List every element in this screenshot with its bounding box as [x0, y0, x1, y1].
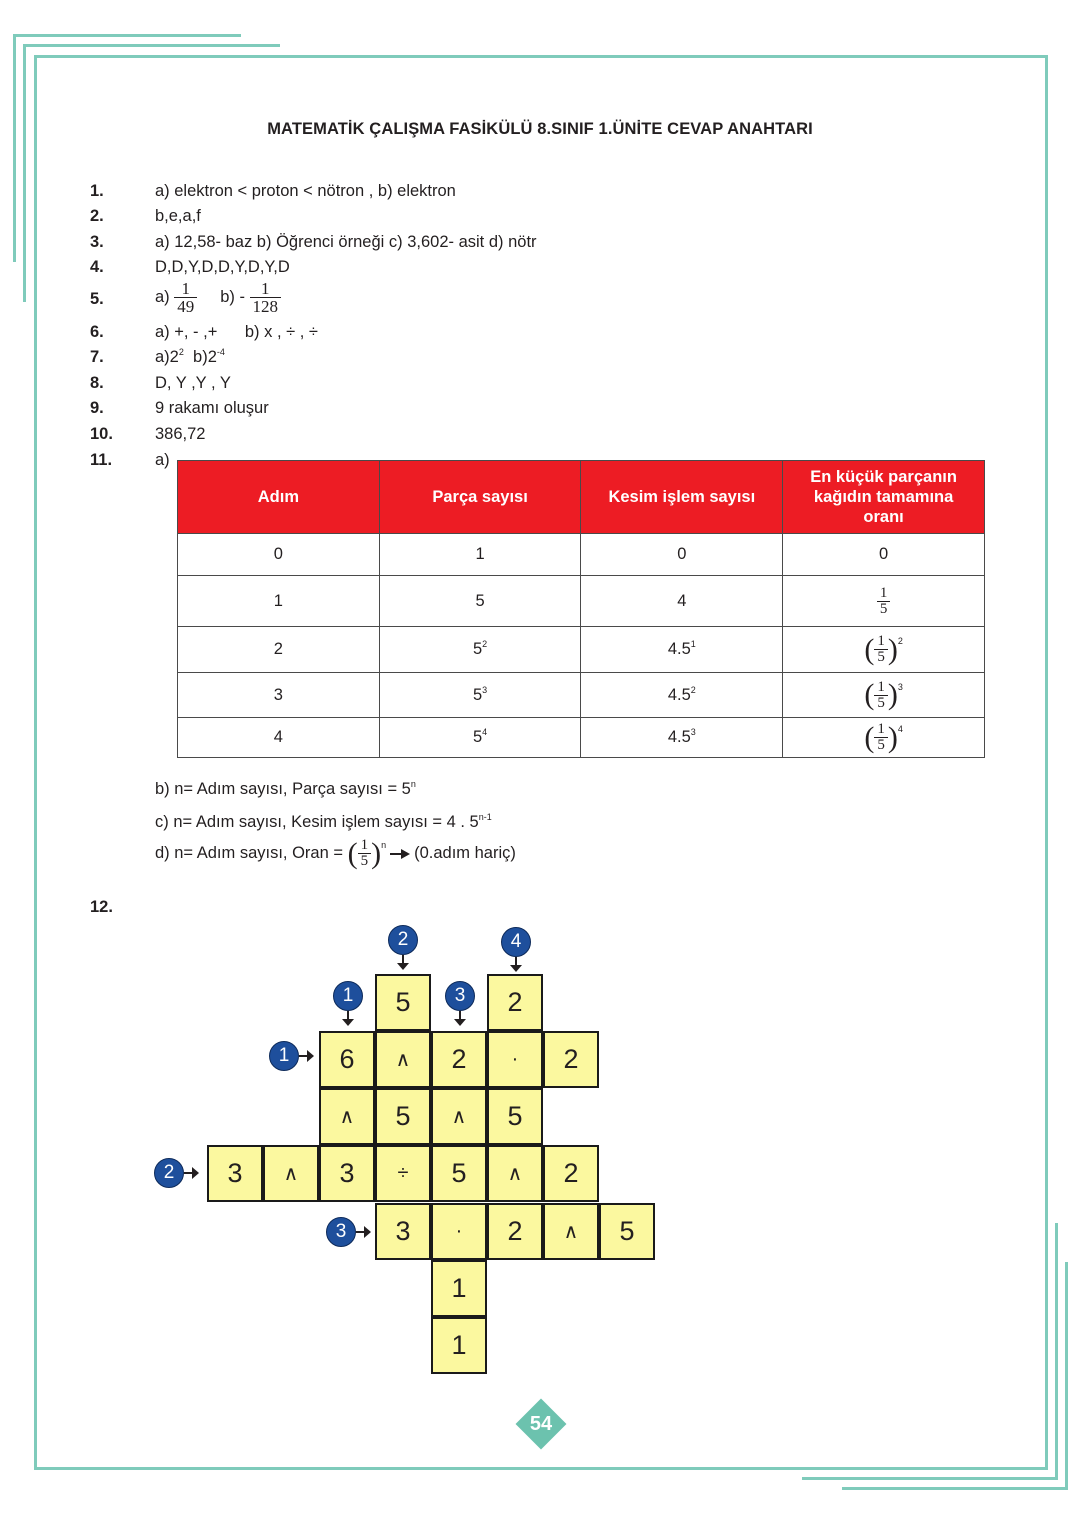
puzzle-cell: ∧ — [263, 1145, 319, 1202]
column-header-kesim: Kesim işlem sayısı — [581, 461, 783, 534]
page-number: 54 — [529, 1413, 553, 1435]
answer-number: 11. — [90, 451, 113, 469]
arrow-down-icon — [347, 1011, 349, 1021]
table-row — [178, 673, 985, 718]
sub-answer-text: b) n= Adım sayısı, Parça sayısı = 5 — [155, 780, 411, 798]
base: 4.5 — [667, 640, 691, 658]
column-header-adim: Adım — [178, 461, 380, 534]
cell-adim: 3 — [178, 673, 380, 718]
exponent: 2 — [178, 347, 184, 357]
fraction — [358, 838, 372, 869]
exponent: n — [381, 840, 387, 850]
border-line — [13, 34, 241, 37]
base: 5 — [472, 640, 483, 658]
power-fraction: ( $\frac{1}{5}$ ) n — [347, 836, 387, 870]
cell-parca — [379, 718, 581, 758]
answer-number: 8. — [90, 374, 104, 392]
across-clue-badge: 1 — [269, 1041, 299, 1071]
numerator: 1 — [358, 838, 372, 854]
q11-sub-d — [155, 838, 516, 869]
table-header-row — [178, 461, 985, 534]
border-line — [1065, 1262, 1068, 1490]
arrow-right-icon — [299, 1055, 309, 1057]
answer-text: 9 rakamı oluşur — [155, 399, 269, 417]
cell-adim: 4 — [178, 718, 380, 758]
puzzle-cell: · — [487, 1031, 543, 1088]
sub-answer-note: (0.adım hariç) — [414, 844, 516, 862]
answer-number: 10. — [90, 425, 113, 443]
cell-kesim: 0 — [581, 534, 783, 576]
answer-label: b)2 — [193, 348, 217, 366]
exponent: 3 — [690, 727, 696, 737]
denominator: 5 — [877, 649, 885, 665]
cell-adim: 2 — [178, 627, 380, 673]
answer-label: a) — [155, 287, 170, 306]
denominator: 5 — [879, 600, 888, 617]
arrow-down-icon — [459, 1011, 461, 1021]
exponent: n — [410, 779, 416, 789]
border-line — [1055, 1223, 1058, 1480]
answer-number: 4. — [90, 258, 104, 276]
puzzle-cell: ∧ — [543, 1203, 599, 1260]
fraction — [877, 586, 891, 617]
base: 5 — [472, 685, 483, 704]
cell-parca: 1 — [379, 534, 581, 576]
base: 4.5 — [667, 728, 691, 746]
answer-text: a) elektron < proton < nötron , b) elektron — [155, 182, 456, 200]
numerator: 1 — [874, 680, 888, 696]
answer-label: a)2 — [155, 348, 179, 366]
fraction — [874, 634, 888, 665]
exponent: n-1 — [478, 812, 492, 822]
exponent: 3 — [482, 684, 488, 695]
cell-adim: 1 — [178, 576, 380, 627]
answer-text — [155, 280, 281, 315]
column-header-parca: Parça sayısı — [379, 461, 581, 534]
arrow-down-icon — [402, 955, 404, 965]
exponent: 1 — [690, 639, 696, 649]
arrow-right-icon — [356, 1231, 366, 1233]
power-fraction: ( $\frac{1}{5}$ ) 4 — [864, 720, 903, 754]
power-fraction: ( $\frac{1}{5}$ ) 3 — [864, 678, 903, 711]
exponent: 4 — [897, 724, 903, 734]
cell-parca: 5 — [379, 576, 581, 627]
table-row — [178, 627, 985, 673]
numerator: 1 — [877, 586, 891, 602]
across-clue-badge: 3 — [326, 1217, 356, 1247]
answer-number: 5. — [90, 290, 104, 308]
puzzle-cell: ∧ — [487, 1145, 543, 1202]
puzzle-cell: · — [431, 1203, 487, 1260]
sub-answer-text: c) n= Adım sayısı, Kesim işlem sayısı = 4 . 5 — [155, 813, 479, 831]
answer-number: 2. — [90, 207, 104, 225]
puzzle-cell: ÷ — [375, 1145, 431, 1202]
cell-oran — [783, 576, 985, 627]
exponent: 2 — [690, 684, 696, 695]
exponent: -4 — [216, 347, 225, 357]
numerator: 1 — [174, 280, 197, 298]
puzzle-cell: 5 — [431, 1145, 487, 1202]
denominator: 128 — [252, 297, 279, 316]
exponent: 3 — [897, 681, 903, 692]
cell-oran — [783, 627, 985, 673]
border-line — [802, 1477, 1058, 1480]
cell-parca — [379, 627, 581, 673]
base: 4.5 — [667, 685, 691, 704]
down-clue-badge: 3 — [445, 981, 475, 1011]
answer-number: 9. — [90, 399, 104, 417]
across-clue-badge: 2 — [154, 1158, 184, 1188]
fraction — [174, 280, 197, 315]
page-title: MATEMATİK ÇALIŞMA FASİKÜLÜ 8.SINIF 1.ÜNİTE CEVAP ANAHTARI — [267, 120, 813, 138]
power-fraction: ( $\frac{1}{5}$ ) 2 — [864, 632, 903, 666]
cell-oran — [783, 718, 985, 758]
numerator: 1 — [874, 722, 888, 738]
exponent: 2 — [897, 636, 903, 646]
denominator: 49 — [177, 297, 195, 316]
border-line — [13, 34, 16, 262]
cell-parca — [379, 673, 581, 718]
puzzle-cell: 5 — [375, 1088, 431, 1145]
denominator: 5 — [877, 737, 885, 753]
cell-kesim — [581, 627, 783, 673]
border-line — [34, 55, 1048, 58]
puzzle-cell: 2 — [431, 1031, 487, 1088]
puzzle-cell: ∧ — [431, 1088, 487, 1145]
puzzle-cell: 2 — [487, 974, 543, 1031]
puzzle-cell: 3 — [375, 1203, 431, 1260]
puzzle-cell: ∧ — [375, 1031, 431, 1088]
column-header-oran: En küçük parçanın kağıdın tamamına oranı — [783, 461, 985, 534]
q11-sub-b — [155, 780, 416, 799]
base: 5 — [472, 728, 483, 746]
table-row — [178, 534, 985, 576]
down-clue-badge: 1 — [333, 981, 363, 1011]
answer-text — [155, 347, 225, 367]
arrow-right-icon — [184, 1172, 194, 1174]
fraction — [250, 280, 282, 315]
answer-text: 386,72 — [155, 425, 206, 443]
denominator: 5 — [360, 853, 369, 869]
q11-table — [177, 460, 985, 758]
puzzle-cell: 5 — [375, 974, 431, 1031]
cell-oran — [783, 673, 985, 718]
puzzle-cell: 5 — [599, 1203, 655, 1260]
puzzle-cell: 6 — [319, 1031, 375, 1088]
table-row — [178, 718, 985, 758]
puzzle-cell: 5 — [487, 1088, 543, 1145]
answer-text: D,D,Y,D,D,Y,D,Y,D — [155, 258, 290, 276]
border-line — [23, 44, 280, 47]
border-line — [34, 1467, 1048, 1470]
cell-oran: 0 — [783, 534, 985, 576]
puzzle-cell: ∧ — [319, 1088, 375, 1145]
puzzle-cell: 2 — [543, 1145, 599, 1202]
answer-label: b) - — [220, 287, 245, 306]
fraction — [874, 722, 888, 753]
answer-number: 12. — [90, 898, 113, 916]
answer-text: a) +, - ,+ b) x , ÷ , ÷ — [155, 323, 318, 341]
puzzle-cell: 2 — [543, 1031, 599, 1088]
denominator: 5 — [877, 694, 885, 711]
puzzle-cell: 1 — [431, 1317, 487, 1374]
numerator: 1 — [874, 634, 888, 650]
table-row — [178, 576, 985, 627]
cell-kesim — [581, 673, 783, 718]
puzzle-cell: 2 — [487, 1203, 543, 1260]
border-line — [1045, 55, 1048, 1470]
answer-number: 6. — [90, 323, 104, 341]
answer-text: b,e,a,f — [155, 207, 201, 225]
fraction — [874, 680, 888, 711]
exponent: 2 — [482, 639, 488, 649]
down-clue-badge: 4 — [501, 927, 531, 957]
answer-text: a) 12,58- baz b) Öğrenci örneği c) 3,602- asit d) nötr — [155, 233, 537, 251]
cell-kesim — [581, 718, 783, 758]
answer-number: 7. — [90, 348, 104, 366]
down-clue-badge: 2 — [388, 925, 418, 955]
border-line — [842, 1487, 1068, 1490]
puzzle-cell: 3 — [207, 1145, 263, 1202]
puzzle-cell: 3 — [319, 1145, 375, 1202]
cell-kesim: 4 — [581, 576, 783, 627]
numerator: 1 — [250, 280, 282, 298]
sub-answer-text: d) n= Adım sayısı, Oran = — [155, 844, 348, 862]
q11-sub-c — [155, 813, 492, 832]
answer-number: 3. — [90, 233, 104, 251]
border-line — [34, 55, 37, 1470]
exponent: 4 — [482, 727, 488, 737]
answer-text: D, Y ,Y , Y — [155, 374, 231, 392]
border-line — [23, 44, 26, 302]
puzzle-cell: 1 — [431, 1260, 487, 1317]
cell-adim: 0 — [178, 534, 380, 576]
arrow-down-icon — [515, 957, 517, 967]
answer-number: 1. — [90, 182, 104, 200]
arrow-right-icon — [390, 849, 410, 859]
answer-text: a) — [155, 451, 170, 469]
